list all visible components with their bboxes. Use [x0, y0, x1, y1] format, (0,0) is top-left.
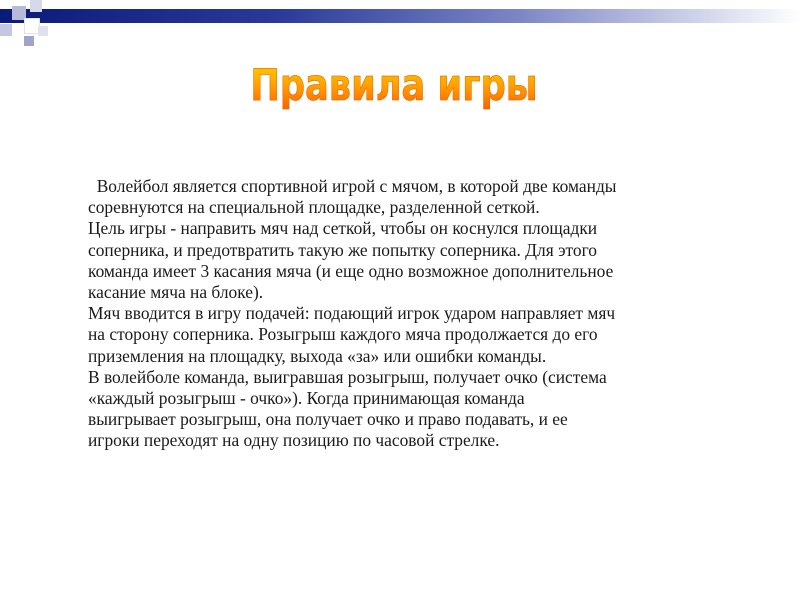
slide-title: Правила игры [74, 60, 714, 111]
body-line: команда имеет 3 касания мяча (и еще одно возможное дополнительное [88, 260, 614, 281]
corner-square [0, 24, 12, 36]
body-line: соревнуются на специальной площадке, разделенной сеткой. [88, 197, 540, 218]
corner-square [38, 26, 48, 36]
header-gradient-bar [0, 9, 800, 23]
body-line: приземления на площадку, выхода «за» или ошибки команды. [88, 345, 547, 366]
body-line: Цель игры - направить мяч над сеткой, чтобы он коснулся площадки [88, 218, 598, 239]
corner-square [24, 36, 34, 46]
slide-body [88, 176, 778, 452]
body-line: Мяч вводится в игру подачей: подающий игрок ударом направляет мяч [88, 303, 616, 324]
body-line: выигрывает розыгрыш, она получает очко и право подавать, и ее [88, 409, 568, 430]
body-line: соперника, и предотвратить такую же попытку соперника. Для этого [88, 239, 597, 260]
corner-decoration [0, 0, 60, 48]
body-line: «каждый розыгрыш - очко»). Когда принимающая команда [88, 388, 525, 409]
body-line: В волейболе команда, выигравшая розыгрыш, получает очко (система [88, 366, 607, 387]
body-line: на сторону соперника. Розыгрыш каждого мяча продолжается до его [88, 324, 598, 345]
body-line: игроки переходят на одну позицию по часовой стрелке. [88, 430, 500, 451]
corner-square [30, 0, 42, 12]
body-line: касание мяча на блоке). [88, 282, 264, 303]
body-line: Волейбол является спортивной игрой с мячом, в которой две команды [88, 176, 617, 196]
